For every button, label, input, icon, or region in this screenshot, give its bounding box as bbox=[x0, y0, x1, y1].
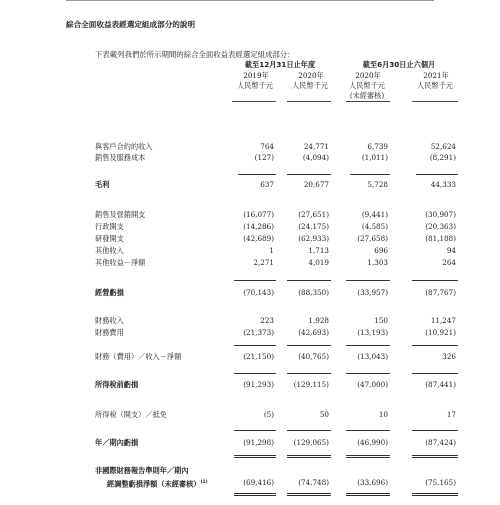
table-row bbox=[0, 410, 500, 420]
table-row bbox=[0, 258, 500, 268]
cell-value: (5) bbox=[263, 410, 274, 419]
cell-value: (47,000) bbox=[357, 380, 388, 389]
subtotal-rule bbox=[287, 345, 331, 346]
cell-value: (1,011) bbox=[361, 153, 388, 162]
cell-value: 2,271 bbox=[253, 258, 274, 267]
subtotal-rule bbox=[346, 345, 390, 346]
header-year-2020: 2020年 bbox=[298, 71, 324, 80]
cell-value: (91,298) bbox=[243, 438, 274, 447]
cell-value: (24,175) bbox=[298, 222, 329, 231]
table-row bbox=[0, 210, 500, 220]
cell-value: (46,990) bbox=[357, 438, 388, 447]
cell-value: (87,424) bbox=[425, 438, 456, 447]
cell-value: (127) bbox=[254, 153, 274, 162]
intro-text: 下表載列我們於所示期間的綜合全面收益表經選定組成部分： bbox=[95, 50, 295, 59]
cell-value: (16,077) bbox=[243, 210, 274, 219]
subtotal-rule bbox=[346, 373, 390, 374]
total-double-rule bbox=[234, 493, 276, 496]
section-heading: 綜合全面收益表經選定組成部分的說明 bbox=[66, 20, 196, 29]
table-row bbox=[0, 234, 500, 244]
cell-value: (62,933) bbox=[298, 234, 329, 243]
row-label: 經營虧損 bbox=[95, 288, 124, 297]
row-label: 銷售及營銷開支 bbox=[95, 210, 146, 219]
cell-value: (91,293) bbox=[243, 380, 274, 389]
cell-value: 764 bbox=[260, 142, 274, 151]
cell-value: 6,739 bbox=[367, 142, 388, 151]
cell-value: (30,907) bbox=[425, 210, 456, 219]
cell-value: 326 bbox=[442, 352, 456, 361]
cell-value: 264 bbox=[442, 258, 456, 267]
subtotal-rule bbox=[346, 430, 390, 431]
cell-value: (13,043) bbox=[357, 352, 388, 361]
cell-value: 1,713 bbox=[308, 246, 329, 255]
table-row bbox=[0, 180, 500, 190]
header-underline bbox=[346, 101, 390, 102]
subtotal-rule bbox=[412, 345, 458, 346]
cell-value: (87,767) bbox=[425, 288, 456, 297]
cell-value: (74,748) bbox=[298, 478, 329, 487]
table-row bbox=[0, 222, 500, 232]
subtotal-rule bbox=[287, 373, 331, 374]
subtotal-rule bbox=[346, 280, 390, 281]
total-double-rule bbox=[287, 493, 331, 496]
cell-value: (13,193) bbox=[357, 328, 388, 337]
header-unit-2: 人民幣千元 bbox=[292, 81, 328, 90]
row-label: 與客戶合約的收入 bbox=[95, 142, 153, 151]
header-underline bbox=[412, 101, 458, 102]
header-unit-1: 人民幣千元 bbox=[237, 81, 273, 90]
cell-value: (88,350) bbox=[298, 288, 329, 297]
total-double-rule bbox=[346, 455, 390, 458]
table-row bbox=[0, 478, 500, 488]
header-group-years: 截至12月31日止年度 bbox=[244, 60, 316, 69]
cell-value: 223 bbox=[260, 316, 274, 325]
cell-value: (27,651) bbox=[298, 210, 329, 219]
row-label: 其他收入 bbox=[95, 246, 124, 255]
cell-value: (81,188) bbox=[425, 234, 456, 243]
cell-value: 150 bbox=[374, 316, 388, 325]
total-double-rule bbox=[346, 493, 390, 496]
cell-value: 1,928 bbox=[308, 316, 329, 325]
cell-value: 4,019 bbox=[308, 258, 329, 267]
subtotal-rule bbox=[234, 373, 276, 374]
cell-value: (21,373) bbox=[243, 328, 274, 337]
subtotal-rule bbox=[234, 280, 276, 281]
table-row bbox=[0, 438, 500, 448]
row-label: 其他收益－淨額 bbox=[95, 258, 146, 267]
cell-value: (33,696) bbox=[357, 478, 388, 487]
cell-value: (4,094) bbox=[302, 153, 329, 162]
cell-value: (129,065) bbox=[293, 438, 329, 447]
cell-value: (33,957) bbox=[357, 288, 388, 297]
subtotal-rule bbox=[287, 430, 331, 431]
cell-value: 44,333 bbox=[430, 180, 456, 189]
subtotal-rule bbox=[238, 174, 276, 175]
cell-value: 696 bbox=[374, 246, 388, 255]
cell-value: 20,677 bbox=[303, 180, 329, 189]
cell-value: 5,728 bbox=[367, 180, 388, 189]
row-label: 毛利 bbox=[95, 180, 110, 189]
table-row bbox=[0, 246, 500, 256]
cell-value: 10 bbox=[378, 410, 388, 419]
subtotal-rule bbox=[416, 174, 458, 175]
cell-value: 17 bbox=[446, 410, 456, 419]
cell-value: (70,143) bbox=[243, 288, 274, 297]
header-unit-4: 人民幣千元 bbox=[417, 81, 453, 90]
cell-value: (42,693) bbox=[298, 328, 329, 337]
row-label: 所得稅前虧損 bbox=[95, 380, 139, 389]
table-row bbox=[0, 380, 500, 390]
cell-value: 1,303 bbox=[367, 258, 388, 267]
row-label: 所得稅（開支）／抵免 bbox=[95, 410, 167, 419]
subtotal-rule bbox=[412, 373, 458, 374]
total-double-rule bbox=[287, 455, 331, 458]
top-border-line bbox=[66, 0, 434, 1]
header-period-2021: 2021年 bbox=[423, 71, 449, 80]
footnote-marker: (1) bbox=[200, 480, 208, 485]
subtotal-rule bbox=[412, 280, 458, 281]
cell-value: 50 bbox=[319, 410, 329, 419]
table-row bbox=[0, 352, 500, 362]
total-double-rule bbox=[412, 455, 458, 458]
adjusted-loss-label-line2: 經調整虧損淨額（未經審核）$^{(1)}$ bbox=[107, 479, 208, 489]
row-label: 財務收入 bbox=[95, 316, 124, 325]
table-row bbox=[0, 153, 500, 163]
cell-value: (4,585) bbox=[361, 222, 388, 231]
table-row bbox=[0, 316, 500, 326]
subtotal-rule bbox=[287, 280, 331, 281]
header-underline bbox=[232, 101, 276, 102]
total-double-rule bbox=[412, 493, 458, 496]
cell-value: (21,150) bbox=[243, 352, 274, 361]
cell-value: (87,441) bbox=[425, 380, 456, 389]
table-row bbox=[0, 328, 500, 338]
subtotal-rule bbox=[412, 430, 458, 431]
cell-value: 1 bbox=[269, 246, 274, 255]
subtotal-rule bbox=[350, 174, 390, 175]
cell-value: (27,658) bbox=[357, 234, 388, 243]
header-year-2019: 2019年 bbox=[243, 71, 269, 80]
cell-value: (10,921) bbox=[425, 328, 456, 337]
total-double-rule bbox=[234, 455, 276, 458]
table-row bbox=[0, 288, 500, 298]
cell-value: (8,291) bbox=[429, 153, 456, 162]
table-row bbox=[0, 142, 500, 152]
cell-value: 94 bbox=[446, 246, 456, 255]
cell-value: (40,765) bbox=[298, 352, 329, 361]
row-label: 財務費用 bbox=[95, 328, 124, 337]
cell-value: (14,286) bbox=[243, 222, 274, 231]
header-period-2020: 2020年 bbox=[355, 71, 381, 80]
row-label: 年／期內虧損 bbox=[95, 438, 139, 447]
cell-value: (9,441) bbox=[361, 210, 388, 219]
subtotal-rule bbox=[234, 430, 276, 431]
row-label: 銷售及服務成本 bbox=[95, 153, 146, 162]
cell-value: (42,689) bbox=[243, 234, 274, 243]
cell-value: (129,115) bbox=[293, 380, 329, 389]
cell-value: 637 bbox=[260, 180, 274, 189]
header-unaudited-note: (未經審核) bbox=[349, 91, 385, 100]
cell-value: 24,771 bbox=[303, 142, 329, 151]
subtotal-rule bbox=[287, 174, 331, 175]
row-label: 研發開支 bbox=[95, 234, 124, 243]
cell-value: 52,624 bbox=[430, 142, 456, 151]
row-label: 財務（費用）／收入－淨額 bbox=[95, 352, 182, 361]
row-label: 行政開支 bbox=[95, 222, 124, 231]
cell-value: (75,165) bbox=[425, 478, 456, 487]
cell-value: 11,247 bbox=[430, 316, 456, 325]
subtotal-rule bbox=[234, 345, 276, 346]
cell-value: (69,416) bbox=[243, 478, 274, 487]
header-unit-3: 人民幣千元 bbox=[349, 81, 385, 90]
adjusted-loss-label-line1: 非國際財務報告準則年／期內 bbox=[95, 466, 189, 475]
cell-value: (20,363) bbox=[425, 222, 456, 231]
header-group-six-months: 截至6月30日止六個月 bbox=[362, 60, 436, 69]
header-underline bbox=[287, 101, 331, 102]
